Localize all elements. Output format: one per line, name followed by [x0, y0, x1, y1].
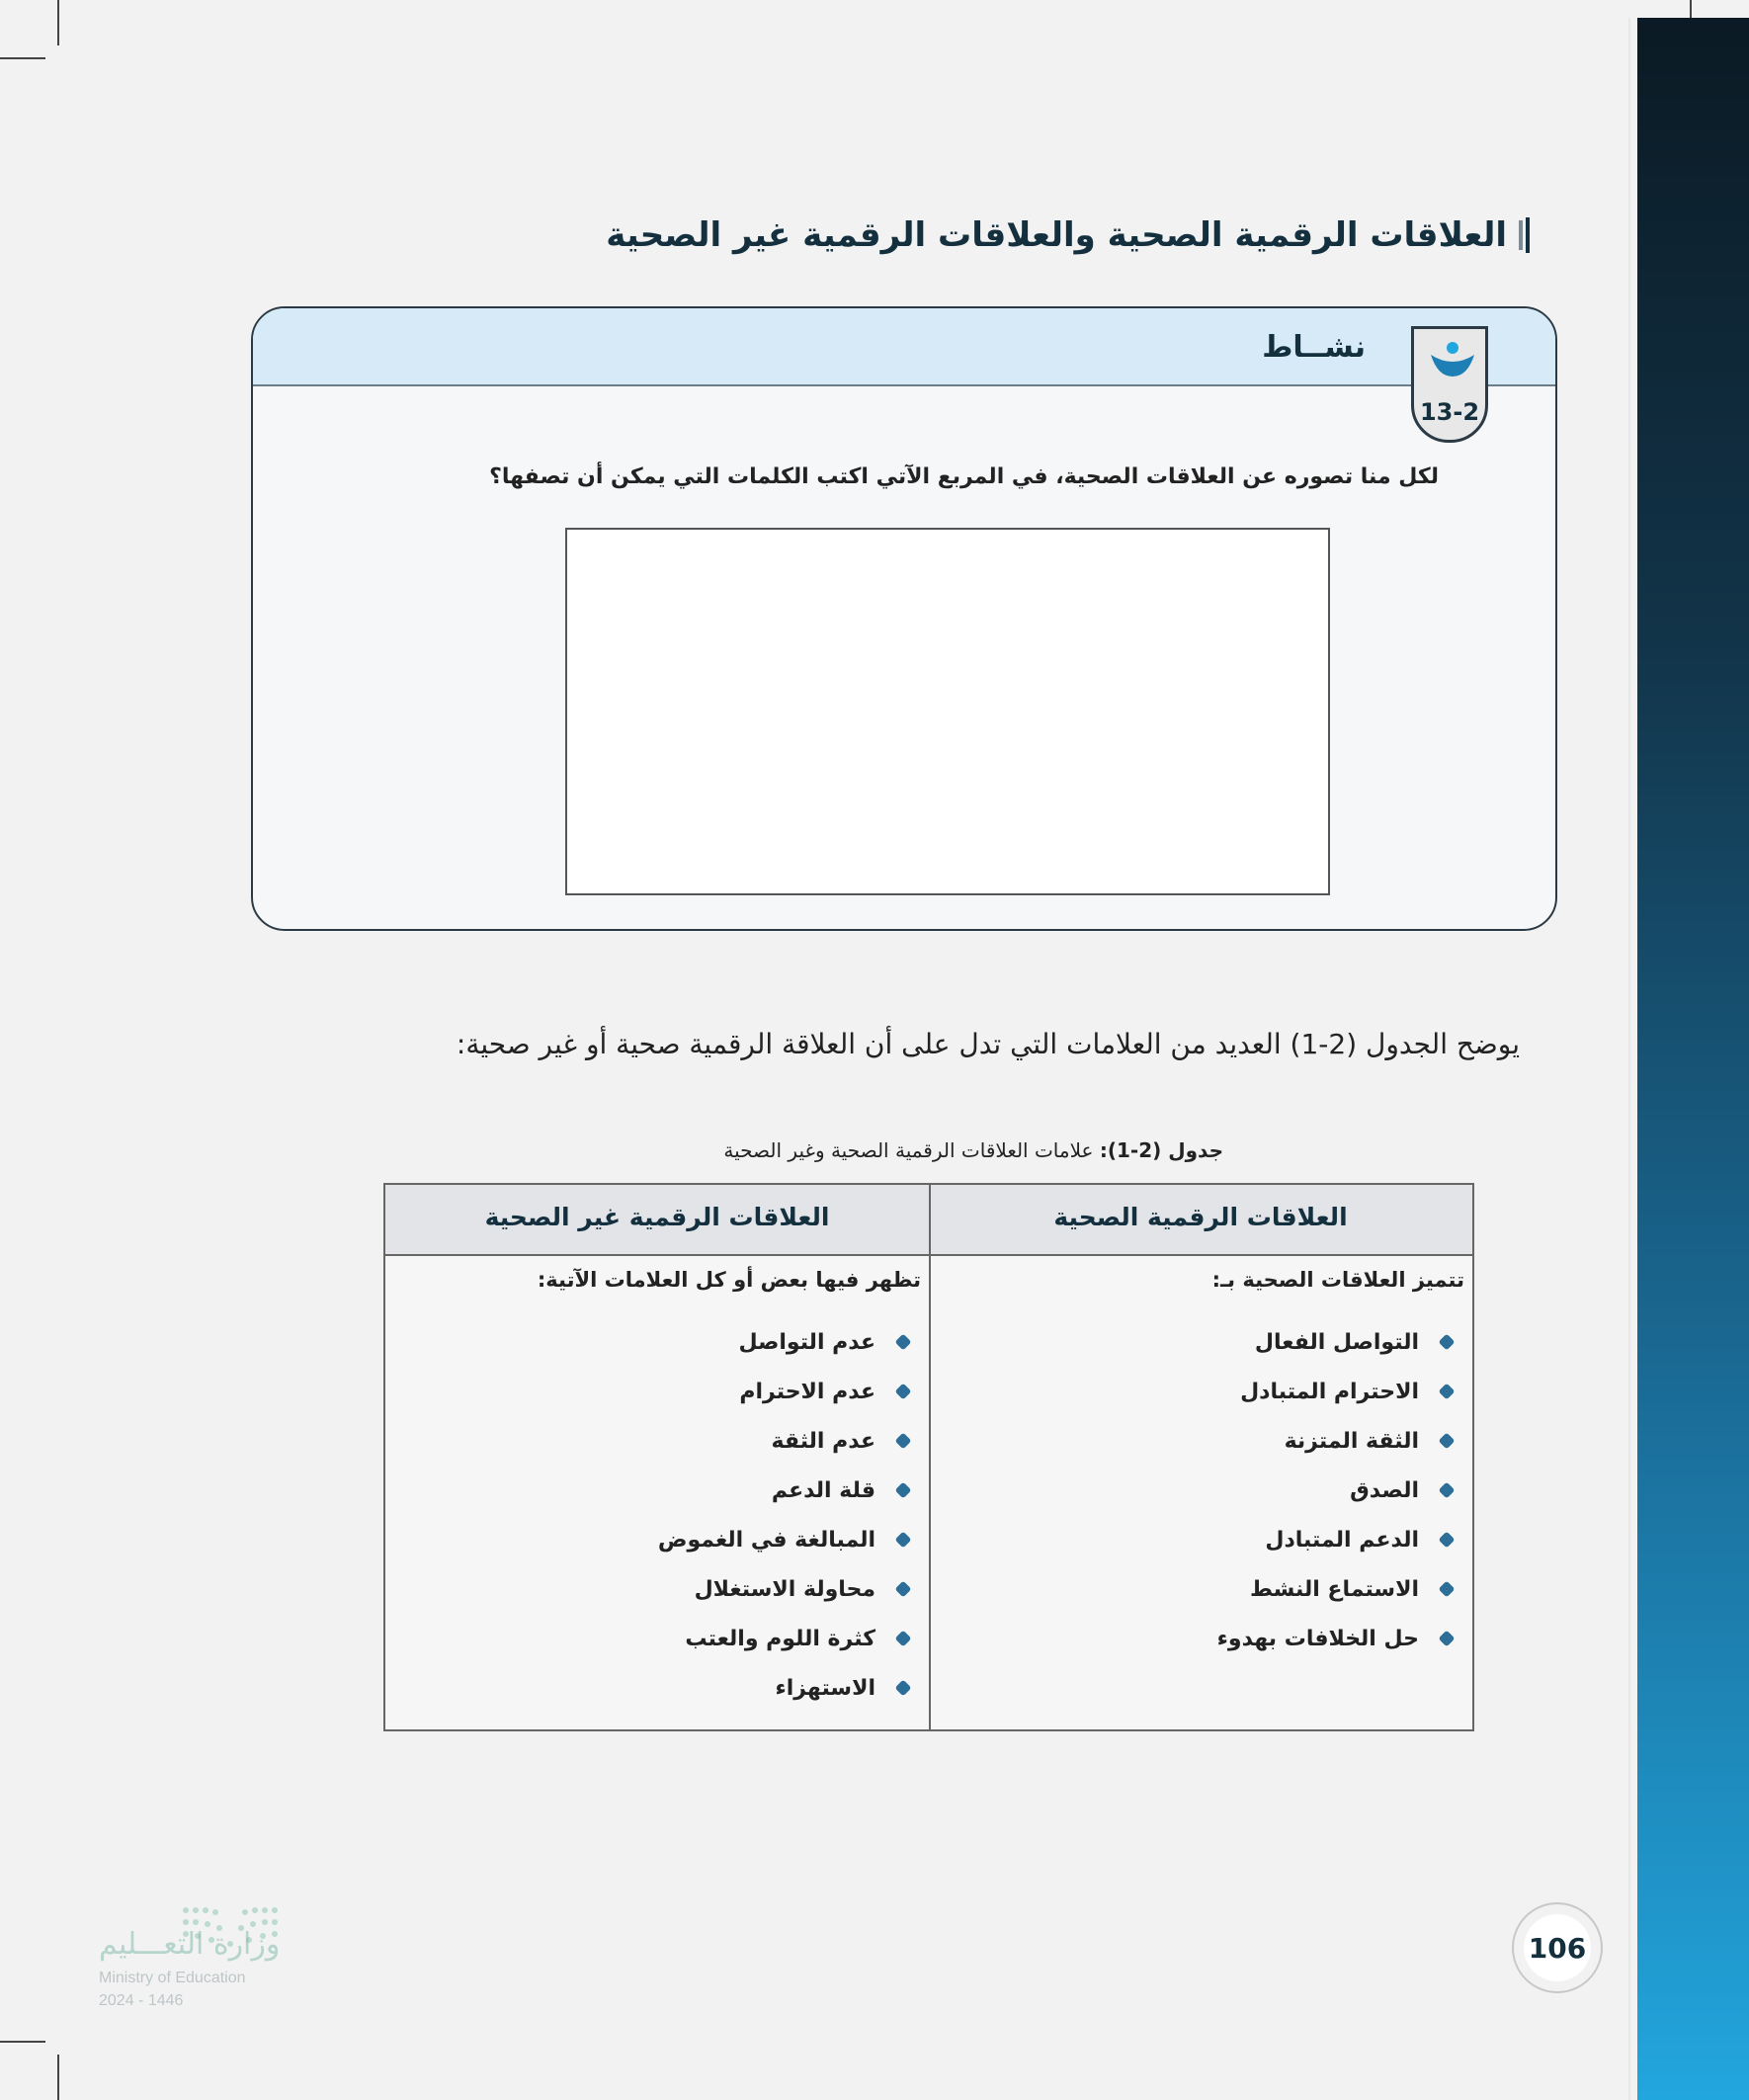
section-title-text: العلاقات الرقمية الصحية والعلاقات الرقمية غير الصحية — [606, 215, 1507, 255]
activity-header — [253, 308, 1555, 386]
list-item — [387, 1416, 921, 1466]
table-caption-text: علامات العلاقات الرقمية الصحية وغير الصحية — [723, 1138, 1094, 1162]
bullet-icon — [1439, 1433, 1456, 1450]
crop-mark — [0, 57, 45, 59]
header-healthy: العلاقات الرقمية الصحية — [1053, 1203, 1348, 1231]
activity-person-icon — [1428, 339, 1477, 378]
list-item-text: حل الخلافات بهدوء — [1216, 1626, 1419, 1651]
list-item-text: الاستماع النشط — [1250, 1576, 1419, 1602]
title-marker-icon — [1519, 215, 1530, 255]
ministry-year: 2024 - 1446 — [99, 1992, 184, 2009]
crop-mark — [0, 2041, 45, 2043]
list-item — [387, 1515, 921, 1564]
bullet-icon — [1439, 1482, 1456, 1499]
list-item — [931, 1317, 1464, 1367]
activity-number: 13-2 — [1419, 398, 1480, 426]
activity-question: لكل منا تصوره عن العلاقات الصحية، في المربع الآتي اكتب الكلمات التي يمكن أن تصفها؟ — [489, 464, 1439, 489]
healthy-intro: تتميز العلاقات الصحية بـ: — [1211, 1268, 1464, 1292]
list-item — [387, 1614, 921, 1663]
bullet-icon — [895, 1334, 912, 1351]
bullet-icon — [895, 1532, 912, 1549]
bullet-icon — [1439, 1384, 1456, 1400]
list-item-text: عدم التواصل — [738, 1329, 875, 1355]
list-item-text: الاحترام المتبادل — [1240, 1379, 1419, 1404]
unhealthy-column — [387, 1268, 921, 1713]
list-item — [931, 1416, 1464, 1466]
table-caption-label: جدول (2-1): — [1099, 1138, 1223, 1162]
list-item — [931, 1466, 1464, 1515]
signs-table — [383, 1183, 1474, 1731]
bullet-icon — [895, 1384, 912, 1400]
list-item — [931, 1614, 1464, 1663]
bullet-icon — [895, 1631, 912, 1647]
list-item — [387, 1663, 921, 1713]
list-item-text: الصدق — [1350, 1477, 1419, 1503]
answer-box[interactable] — [565, 528, 1330, 895]
bullet-icon — [1439, 1581, 1456, 1598]
list-item-text: محاولة الاستغلال — [694, 1576, 875, 1602]
list-item — [387, 1367, 921, 1416]
list-item-text: الاستهزاء — [775, 1675, 875, 1701]
section-title — [344, 215, 1530, 255]
list-item — [387, 1564, 921, 1614]
bullet-icon — [895, 1680, 912, 1697]
activity-badge — [1411, 326, 1488, 443]
list-item-text: كثرة اللوم والعتب — [685, 1626, 875, 1651]
page-number: 106 — [1524, 1914, 1591, 1981]
list-item — [387, 1317, 921, 1367]
list-item — [387, 1466, 921, 1515]
crop-mark — [57, 2055, 59, 2100]
activity-label: نشــاط — [1262, 330, 1366, 365]
list-item-text: عدم الثقة — [771, 1428, 875, 1454]
list-item-text: عدم الاحترام — [739, 1379, 875, 1404]
list-item-text: قلة الدعم — [771, 1477, 875, 1503]
bullet-icon — [895, 1433, 912, 1450]
list-item — [931, 1367, 1464, 1416]
unhealthy-intro: تظهر فيها بعض أو كل العلامات الآتية: — [537, 1268, 921, 1292]
page-number-badge — [1512, 1902, 1603, 1993]
list-item — [931, 1564, 1464, 1614]
side-color-bar — [1637, 18, 1749, 2100]
list-item-text: الثقة المتزنة — [1284, 1428, 1419, 1454]
list-item — [931, 1515, 1464, 1564]
list-item-text: المبالغة في الغموض — [657, 1527, 875, 1553]
header-unhealthy: العلاقات الرقمية غير الصحية — [484, 1203, 830, 1231]
bullet-icon — [1439, 1532, 1456, 1549]
healthy-column — [931, 1268, 1464, 1663]
ministry-name-en: Ministry of Education — [99, 1970, 246, 1986]
bullet-icon — [895, 1581, 912, 1598]
bullet-icon — [895, 1482, 912, 1499]
bullet-icon — [1439, 1334, 1456, 1351]
crop-mark — [57, 0, 59, 45]
side-divider-line — [1628, 18, 1630, 2100]
list-item-text: التواصل الفعال — [1254, 1329, 1419, 1355]
intro-paragraph: يوضح الجدول (2-1) العديد من العلامات التي تدل على أن العلاقة الرقمية صحية أو غير صحية: — [456, 1028, 1520, 1060]
list-item-text: الدعم المتبادل — [1265, 1527, 1419, 1553]
bullet-icon — [1439, 1631, 1456, 1647]
table-caption — [334, 1138, 1223, 1162]
ministry-name-ar: وزارة التعـــليم — [99, 1927, 281, 1962]
